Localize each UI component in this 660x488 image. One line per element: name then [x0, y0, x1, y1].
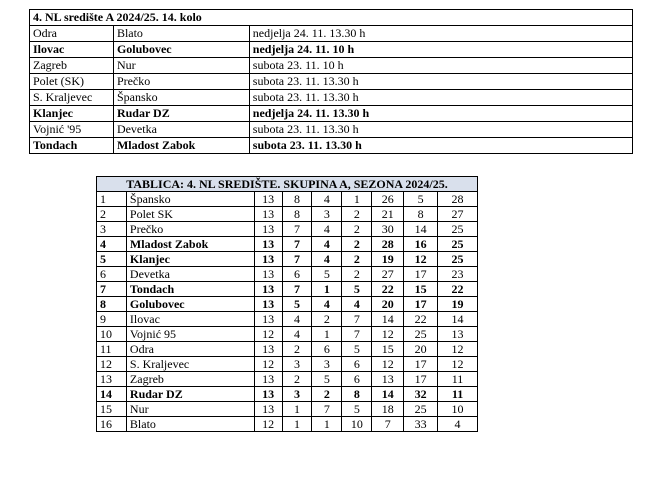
- fixture-away-team: Nur: [113, 58, 249, 74]
- standings-played: 13: [254, 312, 282, 327]
- standings-wins: 2: [282, 372, 312, 387]
- fixture-row: [30, 26, 633, 42]
- standings-wins: 2: [282, 342, 312, 357]
- fixture-row: [30, 106, 633, 122]
- standings-points: 11: [438, 372, 478, 387]
- standings-row: [97, 372, 478, 387]
- standings-goals-for: 27: [372, 267, 404, 282]
- standings-draws: 4: [312, 297, 342, 312]
- standings-rank: 10: [97, 327, 127, 342]
- fixture-away-team: Mladost Zabok: [113, 138, 249, 154]
- standings-rank: 11: [97, 342, 127, 357]
- standings-losses: 6: [342, 372, 372, 387]
- standings-row: [97, 252, 478, 267]
- standings-wins: 8: [282, 192, 312, 207]
- fixture-time: subota 23. 11. 13.30 h: [249, 138, 632, 154]
- standings-team: Špansko: [126, 192, 254, 207]
- standings-losses: 5: [342, 402, 372, 417]
- standings-goals-against: 12: [404, 252, 438, 267]
- standings-goals-against: 17: [404, 297, 438, 312]
- standings-goals-against: 8: [404, 207, 438, 222]
- fixtures-body: [30, 26, 633, 154]
- standings-draws: 5: [312, 372, 342, 387]
- fixtures-table: [29, 9, 633, 154]
- fixture-time: subota 23. 11. 13.30 h: [249, 74, 632, 90]
- fixture-row: [30, 90, 633, 106]
- standings-draws: 6: [312, 342, 342, 357]
- fixture-row: [30, 42, 633, 58]
- standings-rank: 7: [97, 282, 127, 297]
- standings-points: 23: [438, 267, 478, 282]
- standings-table: [96, 176, 478, 432]
- standings-losses: 7: [342, 327, 372, 342]
- standings-row: [97, 387, 478, 402]
- standings-goals-against: 20: [404, 342, 438, 357]
- standings-team: Mladost Zabok: [126, 237, 254, 252]
- standings-goals-against: 25: [404, 402, 438, 417]
- standings-draws: 2: [312, 312, 342, 327]
- standings-row: [97, 282, 478, 297]
- fixture-home-team: Odra: [30, 26, 114, 42]
- fixtures-title: 4. NL središte A 2024/25. 14. kolo: [30, 10, 633, 26]
- standings-team: Polet SK: [126, 207, 254, 222]
- standings-losses: 5: [342, 282, 372, 297]
- standings-goals-for: 14: [372, 312, 404, 327]
- fixture-home-team: S. Kraljevec: [30, 90, 114, 106]
- standings-draws: 1: [312, 417, 342, 432]
- standings-losses: 1: [342, 192, 372, 207]
- standings-played: 13: [254, 222, 282, 237]
- standings-body: [97, 192, 478, 432]
- fixture-home-team: Klanjec: [30, 106, 114, 122]
- standings-wins: 1: [282, 402, 312, 417]
- standings-losses: 10: [342, 417, 372, 432]
- standings-wins: 3: [282, 357, 312, 372]
- standings-goals-for: 30: [372, 222, 404, 237]
- standings-goals-for: 21: [372, 207, 404, 222]
- fixture-away-team: Špansko: [113, 90, 249, 106]
- standings-wins: 4: [282, 327, 312, 342]
- standings-played: 13: [254, 387, 282, 402]
- standings-losses: 2: [342, 222, 372, 237]
- fixture-away-team: Prečko: [113, 74, 249, 90]
- standings-goals-against: 32: [404, 387, 438, 402]
- standings-draws: 5: [312, 267, 342, 282]
- standings-draws: 3: [312, 357, 342, 372]
- standings-played: 13: [254, 252, 282, 267]
- standings-team: Ilovac: [126, 312, 254, 327]
- fixture-home-team: Vojnić '95: [30, 122, 114, 138]
- standings-points: 11: [438, 387, 478, 402]
- standings-draws: 4: [312, 222, 342, 237]
- standings-rank: 13: [97, 372, 127, 387]
- standings-goals-against: 15: [404, 282, 438, 297]
- standings-goals-for: 12: [372, 327, 404, 342]
- standings-points: 25: [438, 222, 478, 237]
- fixture-away-team: Blato: [113, 26, 249, 42]
- standings-team: Devetka: [126, 267, 254, 282]
- standings-rank: 6: [97, 267, 127, 282]
- standings-played: 13: [254, 192, 282, 207]
- standings-row: [97, 237, 478, 252]
- fixture-time: nedjelja 24. 11. 13.30 h: [249, 106, 632, 122]
- standings-played: 13: [254, 402, 282, 417]
- standings-points: 12: [438, 357, 478, 372]
- standings-rank: 3: [97, 222, 127, 237]
- standings-goals-for: 19: [372, 252, 404, 267]
- standings-row: [97, 267, 478, 282]
- standings-points: 10: [438, 402, 478, 417]
- fixture-row: [30, 122, 633, 138]
- fixture-time: subota 23. 11. 13.30 h: [249, 122, 632, 138]
- standings-rank: 16: [97, 417, 127, 432]
- standings-losses: 2: [342, 267, 372, 282]
- standings-wins: 8: [282, 207, 312, 222]
- standings-points: 25: [438, 252, 478, 267]
- standings-row: [97, 417, 478, 432]
- standings-draws: 4: [312, 237, 342, 252]
- standings-row: [97, 327, 478, 342]
- standings-played: 13: [254, 207, 282, 222]
- standings-points: 14: [438, 312, 478, 327]
- standings-draws: 3: [312, 207, 342, 222]
- standings-points: 19: [438, 297, 478, 312]
- standings-draws: 7: [312, 402, 342, 417]
- fixtures-title-row: [30, 10, 633, 26]
- standings-losses: 4: [342, 297, 372, 312]
- standings-draws: 4: [312, 252, 342, 267]
- standings-goals-against: 22: [404, 312, 438, 327]
- standings-played: 13: [254, 267, 282, 282]
- fixture-time: subota 23. 11. 10 h: [249, 58, 632, 74]
- standings-goals-for: 7: [372, 417, 404, 432]
- standings-draws: 4: [312, 192, 342, 207]
- standings-points: 22: [438, 282, 478, 297]
- standings-rank: 2: [97, 207, 127, 222]
- standings-played: 12: [254, 327, 282, 342]
- standings-team: Blato: [126, 417, 254, 432]
- standings-goals-for: 14: [372, 387, 404, 402]
- standings-losses: 5: [342, 342, 372, 357]
- standings-team: Zagreb: [126, 372, 254, 387]
- standings-goals-against: 14: [404, 222, 438, 237]
- fixture-time: nedjelja 24. 11. 10 h: [249, 42, 632, 58]
- standings-losses: 6: [342, 357, 372, 372]
- standings-wins: 3: [282, 387, 312, 402]
- standings-row: [97, 342, 478, 357]
- standings-row: [97, 207, 478, 222]
- standings-played: 13: [254, 297, 282, 312]
- standings-played: 13: [254, 372, 282, 387]
- standings-rank: 1: [97, 192, 127, 207]
- standings-wins: 4: [282, 312, 312, 327]
- standings-team: Rudar DZ: [126, 387, 254, 402]
- standings-row: [97, 192, 478, 207]
- standings-goals-for: 18: [372, 402, 404, 417]
- fixture-home-team: Zagreb: [30, 58, 114, 74]
- standings-goals-for: 28: [372, 237, 404, 252]
- standings-team: Nur: [126, 402, 254, 417]
- standings-wins: 1: [282, 417, 312, 432]
- standings-goals-against: 25: [404, 327, 438, 342]
- fixture-row: [30, 138, 633, 154]
- standings-goals-against: 5: [404, 192, 438, 207]
- fixture-home-team: Ilovac: [30, 42, 114, 58]
- standings-goals-for: 12: [372, 357, 404, 372]
- fixture-time: subota 23. 11. 13.30 h: [249, 90, 632, 106]
- standings-goals-for: 22: [372, 282, 404, 297]
- standings-losses: 2: [342, 207, 372, 222]
- standings-goals-against: 17: [404, 267, 438, 282]
- standings-row: [97, 297, 478, 312]
- standings-team: Vojnić 95: [126, 327, 254, 342]
- standings-rank: 8: [97, 297, 127, 312]
- standings-goals-against: 17: [404, 372, 438, 387]
- standings-played: 12: [254, 357, 282, 372]
- standings-draws: 1: [312, 282, 342, 297]
- fixture-away-team: Rudar DZ: [113, 106, 249, 122]
- standings-points: 13: [438, 327, 478, 342]
- standings-played: 13: [254, 342, 282, 357]
- standings-losses: 2: [342, 252, 372, 267]
- standings-wins: 7: [282, 282, 312, 297]
- standings-team: Klanjec: [126, 252, 254, 267]
- standings-wins: 6: [282, 267, 312, 282]
- standings-team: Golubovec: [126, 297, 254, 312]
- standings-rank: 12: [97, 357, 127, 372]
- standings-row: [97, 402, 478, 417]
- standings-draws: 1: [312, 327, 342, 342]
- standings-points: 25: [438, 237, 478, 252]
- standings-row: [97, 357, 478, 372]
- standings-goals-for: 13: [372, 372, 404, 387]
- standings-goals-against: 33: [404, 417, 438, 432]
- standings-goals-for: 26: [372, 192, 404, 207]
- fixture-home-team: Polet (SK): [30, 74, 114, 90]
- standings-rank: 14: [97, 387, 127, 402]
- standings-draws: 2: [312, 387, 342, 402]
- standings-title-row: [97, 177, 478, 192]
- standings-wins: 7: [282, 252, 312, 267]
- standings-title: TABLICA: 4. NL SREDIŠTE. SKUPINA A, SEZONA 2024/25.: [97, 177, 478, 192]
- fixture-row: [30, 58, 633, 74]
- standings-points: 27: [438, 207, 478, 222]
- standings-goals-against: 17: [404, 357, 438, 372]
- fixture-row: [30, 74, 633, 90]
- standings-row: [97, 312, 478, 327]
- standings-team: Prečko: [126, 222, 254, 237]
- standings-points: 4: [438, 417, 478, 432]
- standings-rank: 15: [97, 402, 127, 417]
- standings-team: Tondach: [126, 282, 254, 297]
- standings-played: 13: [254, 237, 282, 252]
- standings-goals-against: 16: [404, 237, 438, 252]
- standings-played: 12: [254, 417, 282, 432]
- standings-rank: 5: [97, 252, 127, 267]
- fixture-away-team: Devetka: [113, 122, 249, 138]
- standings-wins: 7: [282, 222, 312, 237]
- standings-losses: 8: [342, 387, 372, 402]
- standings-wins: 7: [282, 237, 312, 252]
- standings-goals-for: 20: [372, 297, 404, 312]
- standings-rank: 9: [97, 312, 127, 327]
- standings-points: 12: [438, 342, 478, 357]
- fixture-home-team: Tondach: [30, 138, 114, 154]
- standings-losses: 7: [342, 312, 372, 327]
- standings-wins: 5: [282, 297, 312, 312]
- standings-losses: 2: [342, 237, 372, 252]
- standings-team: S. Kraljevec: [126, 357, 254, 372]
- standings-goals-for: 15: [372, 342, 404, 357]
- fixture-away-team: Golubovec: [113, 42, 249, 58]
- standings-points: 28: [438, 192, 478, 207]
- fixture-time: nedjelja 24. 11. 13.30 h: [249, 26, 632, 42]
- standings-played: 13: [254, 282, 282, 297]
- standings-rank: 4: [97, 237, 127, 252]
- standings-team: Odra: [126, 342, 254, 357]
- standings-row: [97, 222, 478, 237]
